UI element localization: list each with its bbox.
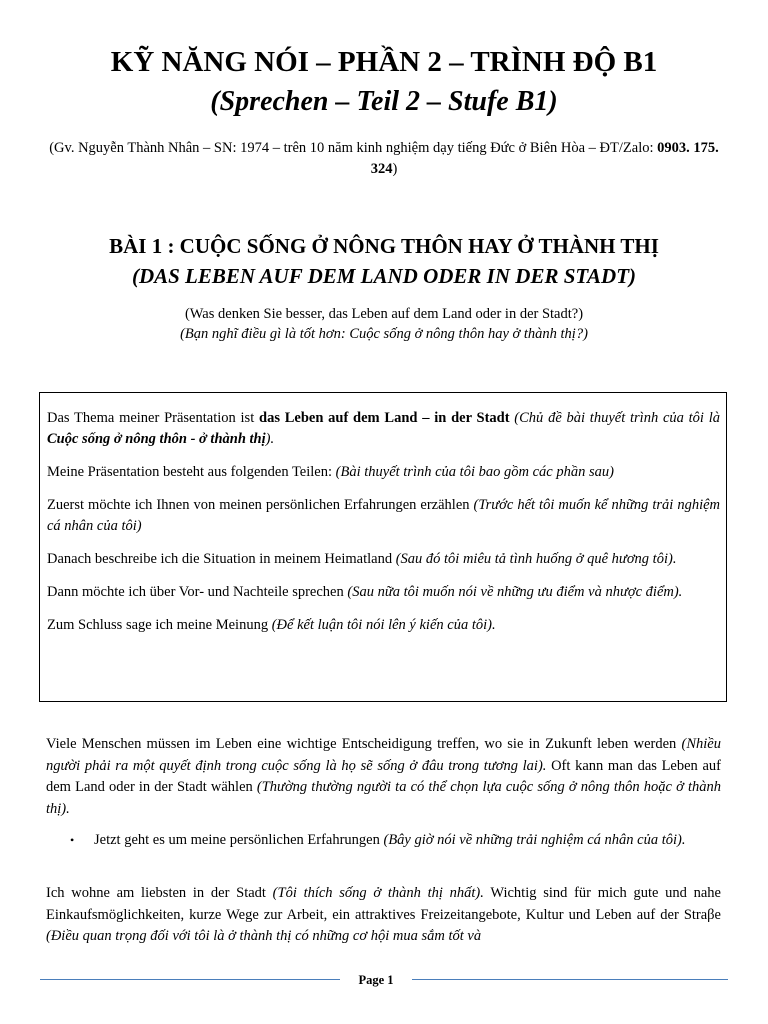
bullet-vi: (Bây giờ nói về những trải nghiệm cá nhân của tôi). bbox=[383, 832, 686, 848]
author-info bbox=[40, 138, 728, 180]
question-german: (Was denken Sie besser, das Leben auf dem Land oder in der Stadt?) bbox=[184, 306, 584, 322]
footer-divider-right bbox=[412, 979, 728, 980]
author-text: (Gv. Nguyễn Thành Nhân – SN: 1974 – trên 10 năm kinh nghiệm dạy tiếng Đức ở Biên Hòa – ĐT/Zalo: bbox=[49, 140, 658, 156]
outline-parts-de: Meine Präsentation besteht aus folgenden Teilen: bbox=[47, 464, 336, 480]
outline-topic-vi: (Chủ đề bài thuyết trình của tôi là bbox=[509, 410, 721, 426]
outline-topic-de-bold: das Leben auf dem Land – in der Stadt bbox=[259, 410, 510, 426]
outline-first-vi: (Trước hết tôi muốn kể những trải nghiệm cá nhân của tôi) bbox=[47, 497, 721, 534]
intro-paragraph bbox=[46, 734, 721, 820]
outline-topic-de: Das Thema meiner Präsentation ist bbox=[47, 410, 259, 426]
page-subtitle: (Sprechen – Teil 2 – Stufe B1) bbox=[210, 86, 558, 117]
outline-first-de: Zuerst möchte ich Ihnen von meinen persönlichen Erfahrungen erzählen bbox=[47, 497, 474, 513]
outline-topic-vi-bold: Cuộc sống ở nông thôn - ở thành thị bbox=[47, 431, 266, 447]
experience-de-2: Wichtig sind für mich gute und nahe Einkaufsmöglichkeiten, kurze Wege zur Arbeit, ein attraktives Freizeitangebote, Kultur und Leben auf der Straβe bbox=[46, 885, 721, 923]
lesson-subtitle: (DAS LEBEN AUF DEM LAND ODER IN DER STADT) bbox=[131, 264, 637, 288]
intro-vi-1: (Nhiều người phải ra một quyết định trong cuộc sống là họ sẽ sống ở đâu trong tương lai). bbox=[46, 736, 721, 774]
lesson-title: BÀI 1 : CUỘC SỐNG Ở NÔNG THÔN HAY Ở THÀNH THỊ bbox=[109, 234, 659, 258]
outline-pros-cons-vi: (Sau nữa tôi muốn nói về những ưu điểm và nhược điểm). bbox=[347, 584, 683, 600]
experience-paragraph bbox=[46, 883, 721, 948]
outline-conclusion bbox=[47, 615, 720, 636]
author-closing: ) bbox=[392, 161, 398, 177]
bullet-icon: • bbox=[70, 833, 75, 847]
outline-topic-vi-end: ). bbox=[265, 431, 275, 447]
outline-first bbox=[47, 495, 720, 537]
page-number: Page 1 bbox=[358, 973, 394, 987]
bullet-text bbox=[94, 830, 721, 852]
outline-pros-cons bbox=[47, 582, 720, 603]
intro-de-1: Viele Menschen müssen im Leben eine wichtige Entscheidigung treffen, wo sie in Zukunft leben werden bbox=[46, 736, 682, 752]
experience-de-1: Ich wohne am liebsten in der Stadt bbox=[46, 885, 273, 901]
outline-then-vi: (Sau đó tôi miêu tả tình huống ở quê hương tôi). bbox=[395, 551, 677, 567]
outline-topic bbox=[47, 408, 720, 450]
question-vietnamese: (Bạn nghĩ điều gì là tốt hơn: Cuộc sống ở nông thôn hay ở thành thị?) bbox=[180, 326, 588, 342]
experience-vi-1: (Tôi thích sống ở thành thị nhất). bbox=[272, 885, 484, 901]
experience-vi-2: (Điều quan trọng đối với tôi là ở thành thị có những cơ hội mua sắm tốt và bbox=[46, 928, 482, 944]
intro-vi-2: (Thường thường người ta có thể chọn lựa cuộc sống ở nông thôn hoặc ở thành thị). bbox=[46, 779, 721, 817]
page-title: KỸ NĂNG NÓI – PHẦN 2 – TRÌNH ĐỘ B1 bbox=[110, 46, 658, 78]
outline-pros-cons-de: Dann möchte ich über Vor- und Nachteile sprechen bbox=[47, 584, 348, 600]
presentation-outline-box bbox=[39, 392, 727, 702]
outline-conclusion-vi: (Để kết luận tôi nói lên ý kiến của tôi). bbox=[271, 617, 496, 633]
outline-parts bbox=[47, 462, 720, 483]
outline-conclusion-de: Zum Schluss sage ich meine Meinung bbox=[47, 617, 272, 633]
outline-parts-vi: (Bài thuyết trình của tôi bao gồm các phần sau) bbox=[335, 464, 614, 480]
outline-then-de: Danach beschreibe ich die Situation in meinem Heimatland bbox=[47, 551, 396, 567]
phone-number: 0903. 175. 324 bbox=[370, 140, 719, 177]
bullet-de: Jetzt geht es um meine persönlichen Erfahrungen bbox=[94, 832, 384, 848]
outline-then bbox=[47, 549, 720, 570]
intro-de-2: Oft kann man das Leben auf dem Land oder in der Stadt wählen bbox=[46, 757, 721, 795]
footer-divider-left bbox=[40, 979, 340, 980]
